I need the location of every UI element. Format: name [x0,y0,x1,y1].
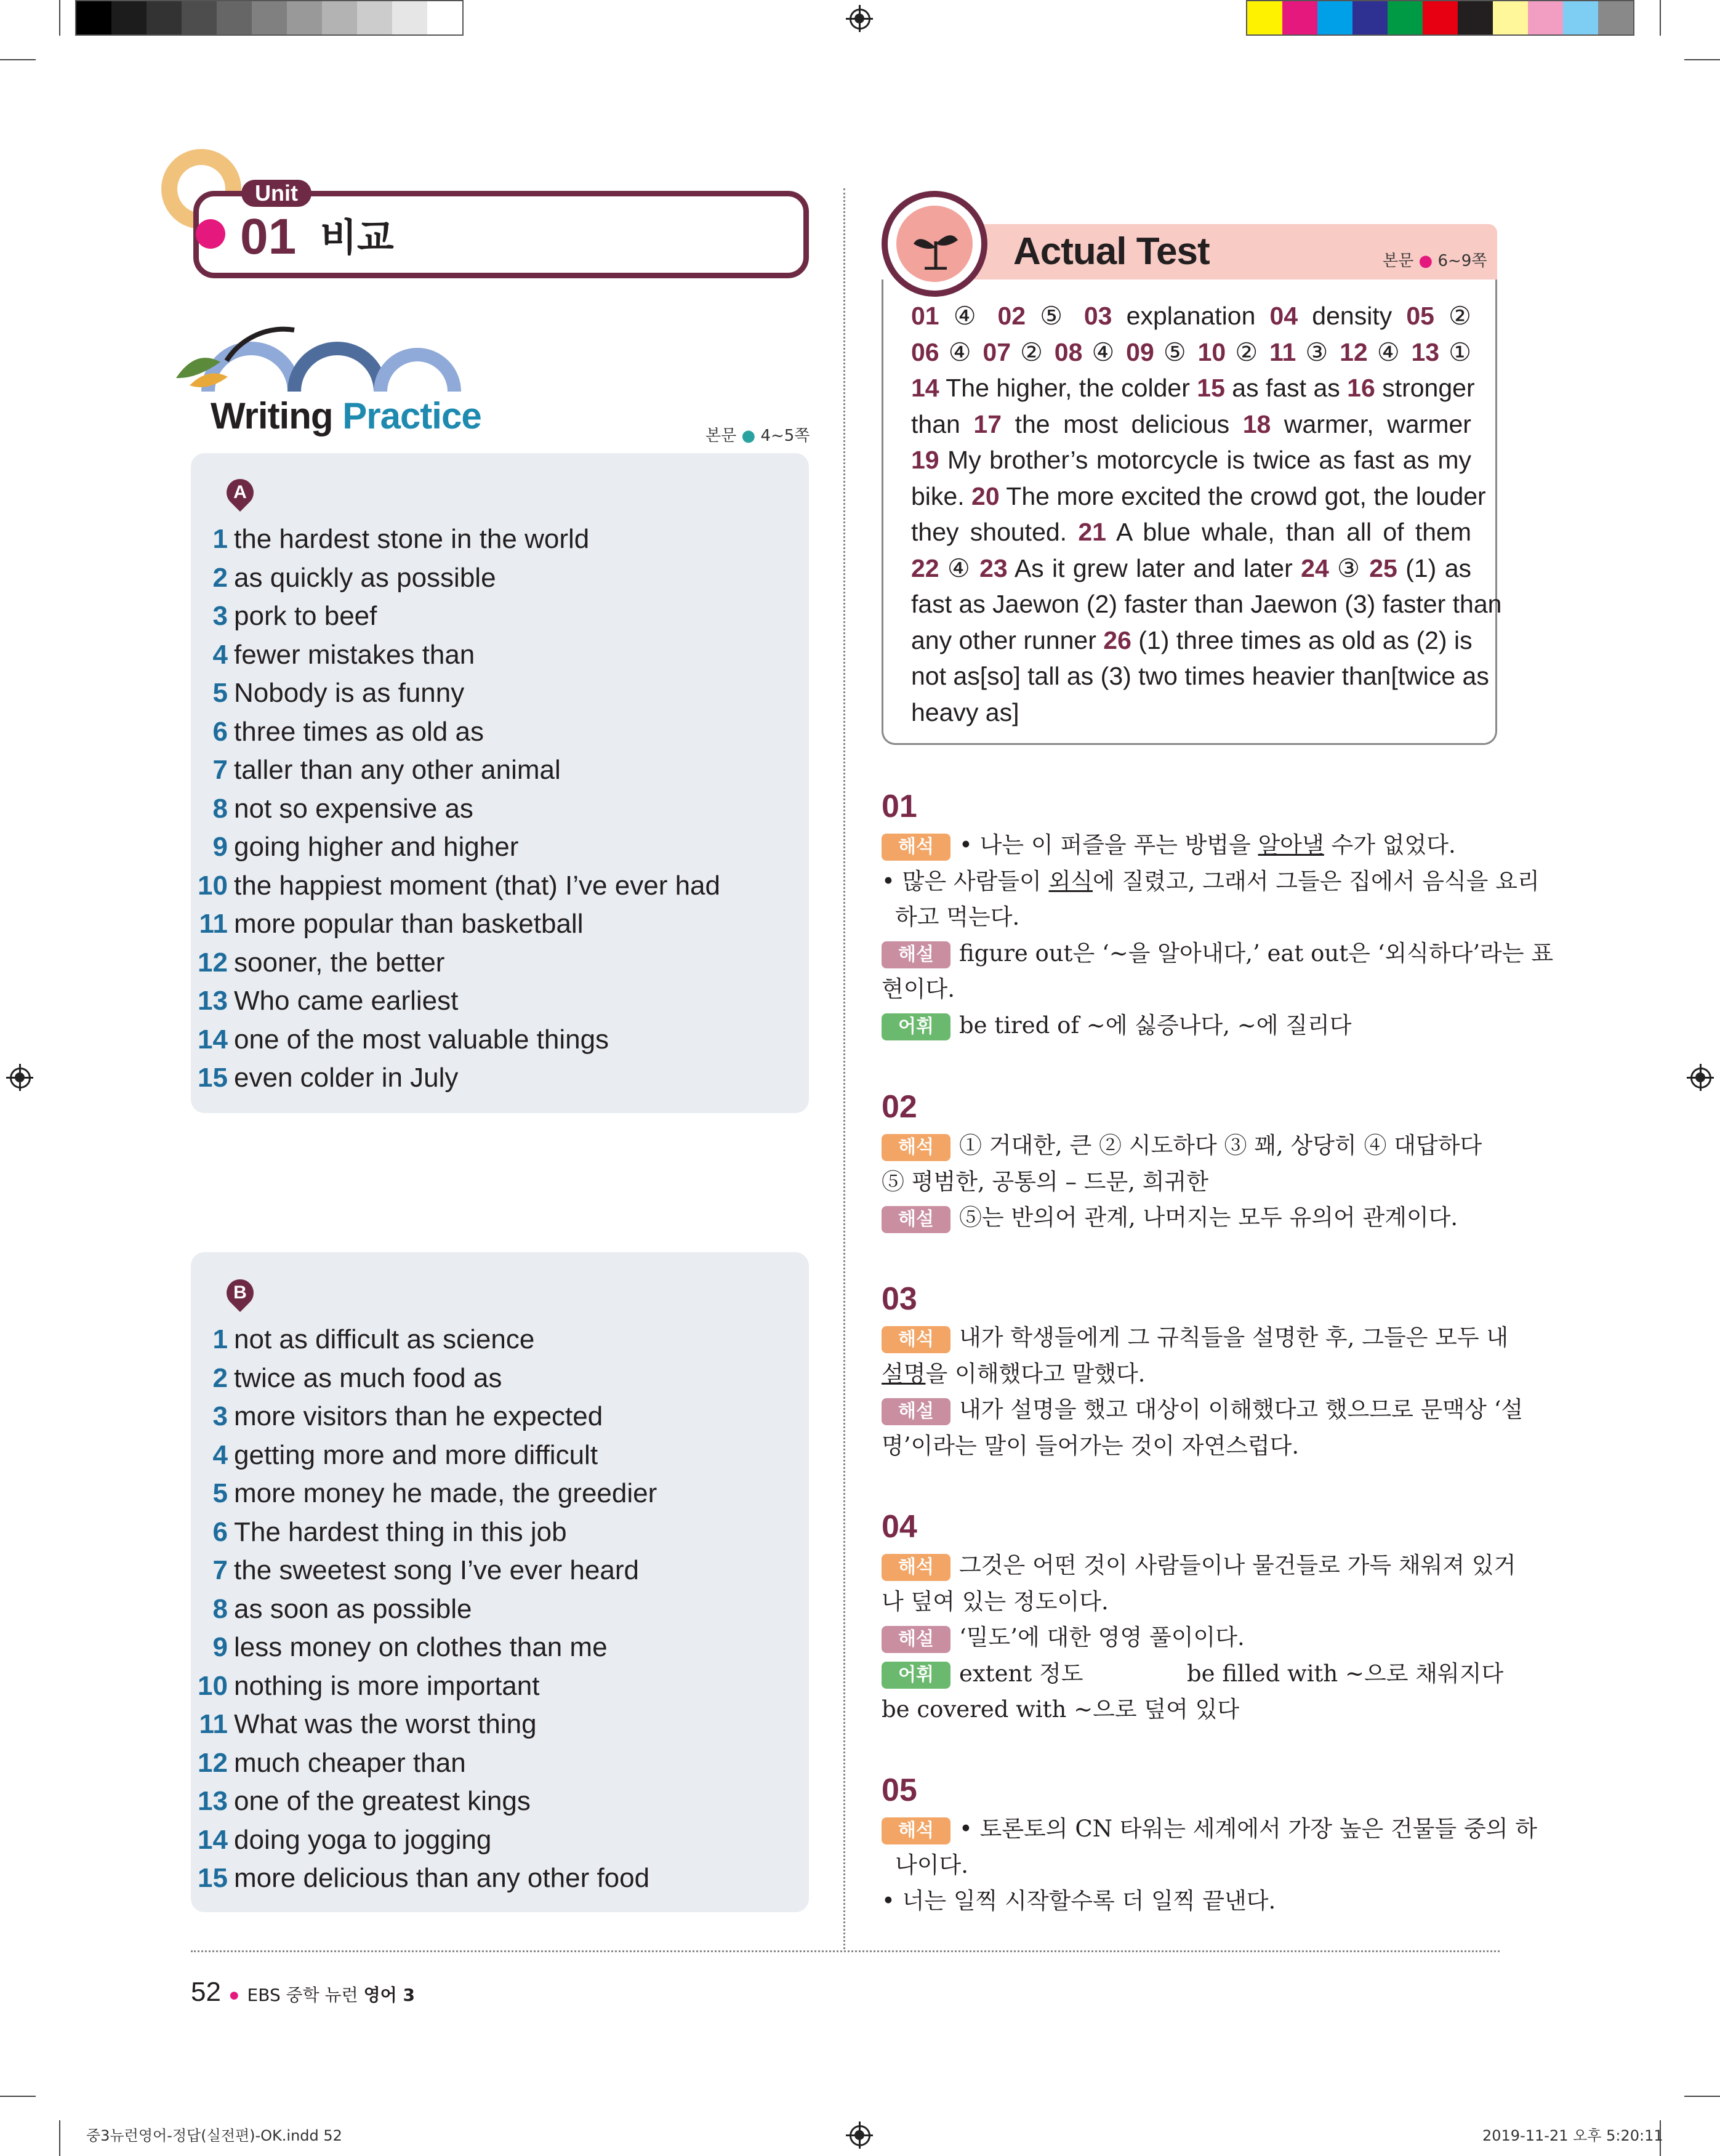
writing-practice-title-word2: Practice [342,395,481,436]
page-footer [191,1974,415,2014]
answer-number: 13 [198,986,228,1016]
trim-mark [1684,2096,1720,2097]
answer-number: 01 [911,302,939,330]
answer-text: taller than any other animal [234,755,561,785]
answer-line [911,694,1471,731]
answer-text: more popular than basketball [234,909,584,939]
explanation-label: 해설 [882,1206,950,1233]
answer-number: 1 [212,1324,228,1354]
answer-item [179,1782,770,1821]
answer-text: Nobody is as funny [234,678,465,708]
answer-item [179,944,770,983]
answer-item [179,790,770,829]
registration-mark-icon [846,2122,873,2149]
answer-text: ① [1449,337,1471,366]
translation-label: 해석 [882,834,950,861]
section-b-badge: B [221,1274,259,1312]
answer-text: as quickly as possible [234,562,496,593]
answer-text: getting more and more difficult [234,1439,598,1470]
answer-line [911,658,1489,694]
answer-number: 14 [911,374,939,402]
explanation-02: 해석 ① 거대한, 큰 ② 시도하다 ③ 꽤, 상당히 ④ 대답하다 ⑤ 평범한, 공통의 – 드문, 희귀한 해설 ⑤는 반의어 관계, 나머지는 모두 유의어 관계이다. [882,1128,1498,1236]
answer-item [179,1436,770,1475]
actual-test-page-ref [1383,251,1487,271]
answer-number: 21 [1078,518,1106,546]
answer-text: as fast as [1232,374,1340,402]
answer-text: the hardest stone in the world [234,524,590,554]
answer-text: heavy as] [911,698,1019,726]
answer-item [179,1321,770,1359]
bullet-dot-icon: ● [1418,252,1433,270]
answer-text: ② [1449,302,1471,330]
answer-number: 19 [911,446,939,474]
answer-item [179,1705,770,1744]
question-number: 05 [882,1772,917,1808]
translation-label: 해석 [882,1326,950,1353]
answer-number: 6 [212,1516,228,1547]
answer-text: fast as Jaewon (2) faster than Jaewon (3) faster than [911,590,1502,618]
answer-text: they shouted. [911,518,1067,546]
answer-text: the most delicious [1015,409,1230,438]
answer-text: three times as old as [234,716,484,747]
answer-text: warmer, warmer [1284,409,1471,438]
answer-number: 5 [212,678,228,708]
answer-line [911,478,1486,515]
unit-number: 01 [240,209,297,265]
vocabulary-label: 어휘 [882,1662,950,1689]
answer-text: (1) as [1405,553,1471,582]
answer-item [179,1513,770,1552]
answer-text: the happiest moment (that) I’ve ever had [234,870,720,901]
answer-item [179,1474,770,1513]
answer-text: more money he made, the greedier [234,1478,657,1508]
bullet-dot-icon: ● [228,1985,240,2005]
answer-text: one of the most valuable things [234,1024,609,1055]
answer-text: as soon as possible [234,1593,472,1624]
answer-number: 2 [212,562,228,593]
column-divider [843,188,845,1949]
answer-item [179,1821,770,1860]
answer-line [911,586,1502,622]
answer-text: ④ [947,553,971,582]
page-ref-range: 4~5쪽 [760,427,810,445]
answer-text: than [911,409,960,438]
answer-number: 5 [212,1478,228,1508]
answer-line [911,514,1471,550]
answer-text: not as[so] tall as (3) two times heavier than[twice as [911,662,1489,690]
answer-text: bike. [911,481,965,510]
question-number: 01 [882,789,917,824]
unit-decoration-dot [196,219,225,249]
answer-text: more visitors than he expected [234,1401,603,1431]
answer-text: less money on clothes than me [234,1632,608,1662]
explanation-04: 해석 그것은 어떤 것이 사람들이나 물건들로 가득 채워져 있거 나 덮여 있는 정도이다. 해설 ‘밀도’에 대한 영영 풀이이다. 어휘 extent 정도 be filled with ~으로 채워지다 be covered with ~으로 덮여 있다 [882,1552,1516,1723]
actual-test-title: Actual Test [1013,230,1210,273]
answer-number: 15 [198,1063,228,1093]
answer-number: 15 [198,1863,228,1893]
answer-number: 02 [997,302,1026,330]
answer-text: The more excited the crowd got, the louder [1006,481,1486,510]
answer-number: 15 [1197,374,1225,402]
answer-text: density [1312,302,1392,330]
answer-text: A blue whale, than all of them [1116,518,1471,546]
answer-number: 09 [1126,337,1154,366]
unit-tag: Unit [241,180,311,207]
answer-text: ④ [948,337,974,366]
answer-line [911,442,1471,478]
answer-item [179,1359,770,1398]
question-number: 04 [882,1509,917,1545]
answer-text: ④ [953,302,984,330]
answer-item [179,1021,770,1060]
answer-number: 12 [198,947,228,978]
answer-text: nothing is more important [234,1670,540,1701]
answer-line [911,370,1475,406]
answer-number: 03 [1083,302,1112,330]
answer-item [179,713,770,752]
answer-number: 12 [1340,337,1368,366]
section-a-badge: A [221,473,259,512]
answer-item [179,636,770,675]
writing-practice-title-word1: Writing [211,395,333,436]
answer-number: 26 [1103,625,1131,654]
answer-item [179,1667,770,1706]
question-number: 02 [882,1089,917,1125]
answer-number: 05 [1406,302,1434,330]
section-a-answer-list [179,520,770,1098]
answer-text: doing yoga to jogging [234,1824,492,1855]
trim-mark [59,0,60,36]
answer-text: ④ [1376,337,1402,366]
writing-practice-arches-icon [171,324,467,398]
answer-number: 3 [212,601,228,631]
answer-number: 16 [1347,374,1375,402]
answer-text: Who came earliest [234,986,459,1016]
page-ref-label: 본문 [1383,252,1414,270]
answer-item [179,1744,770,1783]
answer-number: 9 [212,1632,228,1662]
bullet-dot-icon: ● [741,427,756,445]
answer-item [179,1551,770,1590]
explanation-05: 해석 • 토론토의 CN 타워는 세계에서 가장 높은 건물들 중의 하 나이다. • 너는 일찍 시작할수록 더 일찍 끝낸다. [882,1816,1537,1914]
print-slug-timestamp: 2019-11-21 오후 5:20:11 [1482,2127,1663,2144]
question-number: 03 [882,1281,917,1317]
explanation-label: 해설 [882,1626,950,1653]
answer-number: 04 [1269,302,1298,330]
trim-mark [0,59,36,60]
vocabulary-label: 어휘 [882,1013,950,1040]
answer-text: (1) three times as old as (2) is [1138,625,1473,654]
answer-number: 18 [1242,409,1271,438]
answer-number: 11 [199,1709,228,1739]
answer-number: 14 [198,1824,228,1855]
answer-item [179,1059,770,1098]
trim-mark [1660,0,1661,36]
answer-number: 3 [212,1401,228,1431]
answer-text: any other runner [911,625,1096,654]
answer-item [179,828,770,867]
answer-number: 10 [198,870,228,901]
answer-number: 8 [212,793,228,824]
answer-text: twice as much food as [234,1362,502,1393]
answer-item [179,905,770,944]
answer-text: not as difficult as science [234,1324,535,1354]
page-number: 52 [191,1977,221,2007]
answer-text: much cheaper than [234,1747,466,1778]
color-bar [1246,0,1634,36]
answer-item [179,674,770,713]
page-ref-label: 본문 [705,427,737,445]
answer-number: 14 [198,1024,228,1055]
answer-text: What was the worst thing [234,1709,537,1739]
answer-text: fewer mistakes than [234,639,475,670]
answer-number: 07 [983,337,1011,366]
answer-number: 4 [212,1439,228,1470]
answer-text: The higher, the colder [946,374,1190,402]
answer-text: more delicious than any other food [234,1863,650,1893]
answer-text: even colder in July [234,1063,459,1093]
answer-item [179,1628,770,1667]
page-ref-range: 6~9쪽 [1437,252,1487,270]
answer-number: 9 [212,832,228,862]
answer-number: 20 [971,481,1000,510]
answer-item [179,1398,770,1436]
answer-text: As it grew later and later [1014,553,1293,582]
answer-text: going higher and higher [234,832,519,862]
sprout-icon [911,227,960,270]
writing-practice-page-ref [705,426,810,446]
print-slug-filename: 중3뉴런영어-정답(실전편)-OK.indd 52 [86,2127,342,2144]
answer-item [179,559,770,598]
answer-number: 8 [212,1593,228,1624]
answer-number: 13 [198,1786,228,1816]
footer-divider [191,1950,1500,1952]
translation-label: 해석 [882,1134,950,1161]
answer-text: The hardest thing in this job [234,1516,567,1547]
answer-text: ② [1235,337,1260,366]
answer-item [179,520,770,559]
answer-line [911,334,1471,371]
answer-number: 25 [1369,553,1397,582]
writing-practice-title [211,392,481,441]
answer-number: 11 [199,909,228,939]
answer-number: 08 [1054,337,1083,366]
explanation-label: 해설 [882,1398,950,1425]
answer-number: 12 [198,1747,228,1778]
answer-number: 2 [212,1362,228,1393]
unit-title: 비교 [320,215,394,260]
answer-text: ⑤ [1040,302,1070,330]
answer-text: pork to beef [234,601,377,631]
answer-text: ② [1020,337,1045,366]
answer-line [911,298,1471,334]
answer-text: stronger [1382,374,1475,402]
answer-number: 7 [212,755,228,785]
answer-text: not so expensive as [234,793,473,824]
answer-number: 11 [1269,337,1296,366]
answer-text: the sweetest song I’ve ever heard [234,1555,639,1585]
answer-text: one of the greatest kings [234,1786,531,1816]
answer-number: 13 [1411,337,1440,366]
answer-number: 7 [212,1555,228,1585]
section-b-answer-list [179,1321,770,1898]
series-name: EBS 중학 뉴런 [247,1985,364,2005]
registration-mark-icon [6,1064,33,1091]
book-name: 영어 3 [363,1985,415,2005]
registration-mark-icon [846,5,873,32]
answer-number: 06 [911,337,939,366]
translation-label: 해석 [882,1554,950,1581]
answer-line [911,406,1471,443]
explanation-01: 해석 • 나는 이 퍼즐을 푸는 방법을 알아낼 수가 없었다. • 많은 사람들이 외식에 질렸고, 그래서 그들은 집에서 음식을 요리 하고 먹는다. 해설 figure out은 ‘~을 알아내다,’ eat out은 ‘외식하다’라는 표 현이다. 어휘 be tired of ~에 싫증나다, ~에 질리다 [882,827,1498,1044]
answer-number: 23 [979,553,1008,582]
answer-number: 10 [1197,337,1226,366]
translation-label: 해석 [882,1817,950,1844]
answer-number: 17 [973,409,1002,438]
trim-mark [0,2096,36,2097]
answer-text: explanation [1126,302,1256,330]
answer-item [179,867,770,906]
explanation-03: 해석 내가 학생들에게 그 규칙들을 설명한 후, 그들은 모두 내 설명을 이해했다고 말했다. 해설 내가 설명을 했고 대상이 이해했다고 했으므로 문맥상 ‘설 명’이라는 말이 들어가는 것이 자연스럽다. [882,1324,1524,1459]
answer-number: 10 [198,1670,228,1701]
answer-number: 1 [212,524,228,554]
answer-text: ④ [1091,337,1117,366]
answer-item [179,1859,770,1898]
trim-mark [1684,59,1720,60]
answer-number: 6 [212,716,228,747]
answer-text: ⑤ [1163,337,1189,366]
explanation-label: 해설 [882,941,950,968]
answer-text: ③ [1337,553,1361,582]
answer-item [179,982,770,1021]
answer-item [179,1590,770,1629]
trim-mark [59,2120,60,2156]
answer-line [911,550,1471,587]
answer-text: ③ [1305,337,1330,366]
answer-text: sooner, the better [234,947,445,978]
registration-mark-icon [1687,1064,1714,1091]
answer-text: My brother’s motorcycle is twice as fast as my [947,446,1471,474]
answer-item [179,751,770,790]
answer-line [911,622,1471,659]
answer-item [179,597,770,636]
answer-number: 22 [911,553,939,582]
answer-number: 4 [212,639,228,670]
grayscale-bar [75,0,464,36]
answer-number: 24 [1301,553,1329,582]
actual-test-answers [911,298,1502,730]
